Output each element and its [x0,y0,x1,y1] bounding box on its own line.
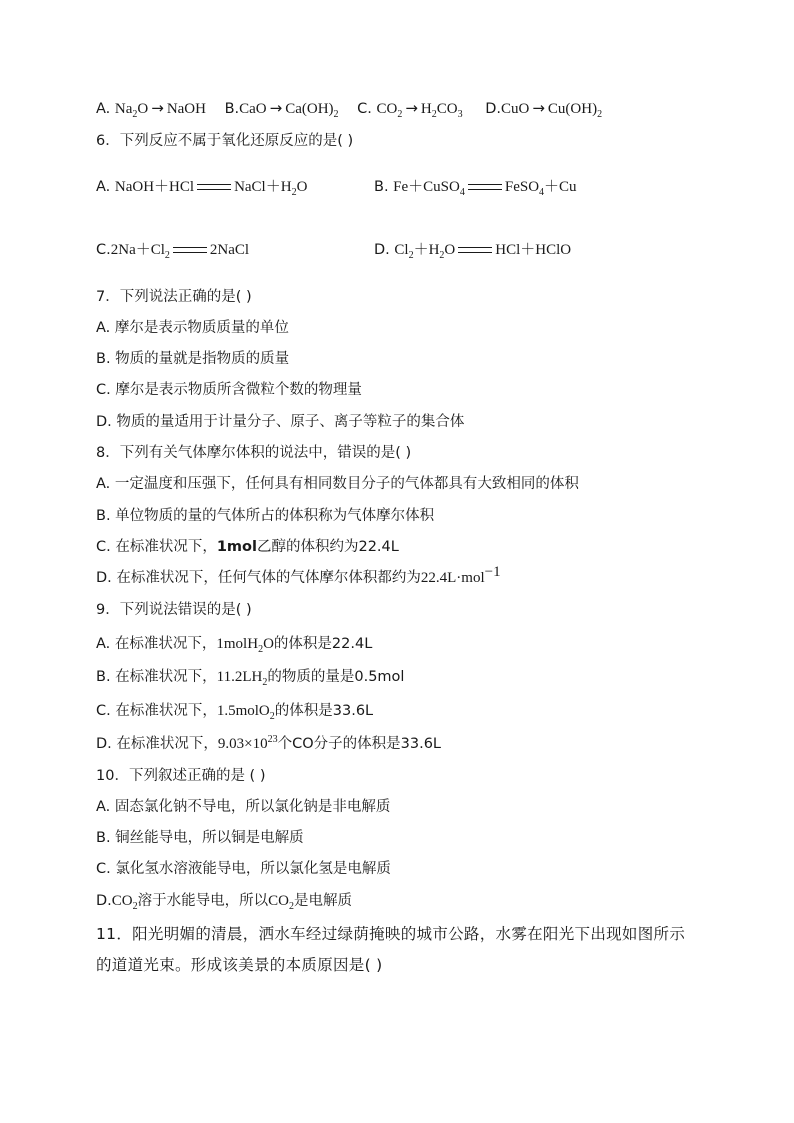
arrow-icon: → [269,99,283,117]
q11-stem-line2: 的道道光束。形成该美景的本质原因是( ) [96,956,383,974]
q5-option-b: $B.CaO \to Ca(OH)_2$ [224,99,339,120]
q9-option-c: C. 在标准状况下，1.5molO$_2$的体积是33.6L [96,703,374,722]
equals-sign-icon [458,247,492,253]
equals-sign-icon [173,247,207,253]
q9-option-a: A. 在标准状况下，1molH$_2$O的体积是22.4L [96,636,373,655]
q10-option-c: C. 氯化氢水溶液能导电，所以氯化氢是电解质 [96,861,391,877]
q8-option-d: D. 在标准状况下，任何气体的气体摩尔体积都约为22.4L·mol$^{-1}$ [96,564,501,586]
q6-stem: 6．下列反应不属于氧化还原反应的是( ) [96,133,354,149]
arrow-icon: → [532,99,545,117]
q9-stem: 9．下列说法错误的是( ) [96,602,252,618]
q6-option-d: D. $Cl_2+H_2O$ HCl＋HClO [374,242,572,261]
q9-option-d: D. 在标准状况下，$9.03\times 10^{23}$个CO分子的体积是33.6L [96,734,442,752]
q7-option-b: B. 物质的量就是指物质的质量 [96,351,290,367]
arrow-icon: → [405,99,418,117]
equals-sign-icon [468,184,502,190]
q6-option-a: A. NaOH＋HCl $NaCl+H_2O$ [96,179,308,198]
q7-option-c: C. 摩尔是表示物质所含微粒个数的物理量 [96,382,362,398]
q7-stem: 7．下列说法正确的是( ) [96,289,252,305]
arrow-icon: → [151,99,164,117]
q5-option-d: $D.CuO \to Cu(OH)_2$ [485,99,603,120]
q9-option-b: B. 在标准状况下，$11.2LH_2$的物质的量是0.5mol [96,669,405,688]
q10-option-d: $D.CO_2$溶于水能导电，所以$CO_2$是电解质 [96,893,352,912]
q6-option-b: B. Fe＋CuSO$_4$ FeSO$_4$＋Cu [374,179,577,198]
q5-option-a: A. $Na_2O$ → NaOH [96,99,206,120]
q8-option-b: B. 单位物质的量的气体所占的体积称为气体摩尔体积 [96,508,435,524]
q10-option-b: B. 铜丝能导电，所以铜是电解质 [96,830,304,846]
q8-option-c: C. 在标准状况下，1mol乙醇的体积约为22.4L [96,539,399,555]
q11-stem-line1: 11．阳光明媚的清晨，洒水车经过绿荫掩映的城市公路，水雾在阳光下出现如图所示 [96,925,686,943]
q5-option-c: C. $CO_2 \to H_2CO_3$ [357,99,463,120]
q10-option-a: A. 固态氯化钠不导电，所以氯化钠是非电解质 [96,799,391,815]
q5-options-row [96,98,602,119]
q7-option-d: D. 物质的量适用于计量分子、原子、离子等粒子的集合体 [96,414,465,430]
q6-option-c: $C.2Na+Cl_2$ 2NaCl [96,242,250,261]
q8-option-a: A. 一定温度和压强下，任何具有相同数目分子的气体都具有大致相同的体积 [96,476,579,492]
q8-stem: 8．下列有关气体摩尔体积的说法中，错误的是( ) [96,445,412,461]
q10-stem: 10．下列叙述正确的是 ( ) [96,768,266,784]
q7-option-a: A. 摩尔是表示物质质量的单位 [96,320,289,336]
equals-sign-icon [197,184,231,190]
